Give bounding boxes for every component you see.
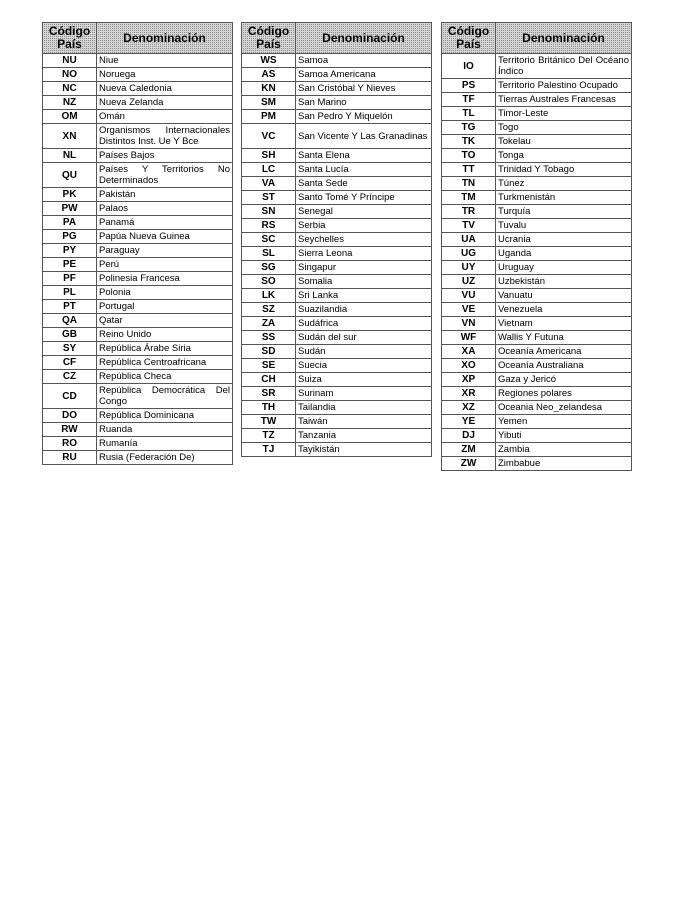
country-code: WF (442, 331, 496, 345)
country-name: Tanzania (296, 429, 432, 443)
country-code: SN (242, 205, 296, 219)
country-name: Vanuatu (496, 289, 632, 303)
country-name: Túnez (496, 177, 632, 191)
table-row (442, 93, 632, 107)
table-row (442, 429, 632, 443)
country-name: Oceania Neo_zelandesa (496, 401, 632, 415)
country-code: YE (442, 415, 496, 429)
country-code: RU (43, 451, 97, 465)
table-row (442, 163, 632, 177)
country-code: WS (242, 54, 296, 68)
country-name: Perú (97, 258, 233, 272)
country-code: VU (442, 289, 496, 303)
country-code: GB (43, 328, 97, 342)
country-code: NU (43, 54, 97, 68)
country-code: RO (43, 437, 97, 451)
table-row (43, 54, 233, 68)
country-name: Oceanía Americana (496, 345, 632, 359)
country-name: Togo (496, 121, 632, 135)
country-code: PK (43, 188, 97, 202)
country-code: NO (43, 68, 97, 82)
country-name: Tailandia (296, 401, 432, 415)
country-name: Suazilandia (296, 303, 432, 317)
country-table-1 (42, 22, 233, 465)
table-row (442, 415, 632, 429)
country-name: Zambia (496, 443, 632, 457)
country-name: Samoa Americana (296, 68, 432, 82)
table-row (242, 96, 432, 110)
country-name: Yibuti (496, 429, 632, 443)
table-row (43, 286, 233, 300)
country-code: SM (242, 96, 296, 110)
header-name: Denominación (97, 23, 233, 54)
table-row (442, 373, 632, 387)
country-code: SO (242, 275, 296, 289)
country-code: VN (442, 317, 496, 331)
country-code: TV (442, 219, 496, 233)
country-name: Timor-Leste (496, 107, 632, 121)
country-name: Panamá (97, 216, 233, 230)
table-row (242, 345, 432, 359)
country-name: Rumanía (97, 437, 233, 451)
country-code: PE (43, 258, 97, 272)
country-name: Uruguay (496, 261, 632, 275)
table-row (242, 289, 432, 303)
header-name: Denominación (296, 23, 432, 54)
country-name: Yemen (496, 415, 632, 429)
country-code: PL (43, 286, 97, 300)
country-name: Singapur (296, 261, 432, 275)
table-row (442, 303, 632, 317)
country-name: República Centroafricana (97, 356, 233, 370)
table-row (43, 328, 233, 342)
country-code: XN (43, 124, 97, 149)
country-code: CH (242, 373, 296, 387)
country-code: XR (442, 387, 496, 401)
country-code: PT (43, 300, 97, 314)
country-name: Organismos Internacionales Distintos Inst. Ue Y Bce (97, 124, 233, 149)
country-name: Territorio Palestino Ocupado (496, 79, 632, 93)
country-code: SY (43, 342, 97, 356)
country-name: Ucrania (496, 233, 632, 247)
country-name: República Dominicana (97, 409, 233, 423)
table-row (442, 387, 632, 401)
table-row (43, 82, 233, 96)
country-name: San Vicente Y Las Granadinas (296, 124, 432, 149)
table-row (442, 107, 632, 121)
country-code: TG (442, 121, 496, 135)
country-table-3 (441, 22, 632, 471)
table-row (442, 219, 632, 233)
table-row (242, 177, 432, 191)
country-name: Suecia (296, 359, 432, 373)
country-name: Sri Lanka (296, 289, 432, 303)
table-row (442, 205, 632, 219)
country-name: Tayikistán (296, 443, 432, 457)
country-name: Qatar (97, 314, 233, 328)
table-row (43, 356, 233, 370)
table-row (242, 359, 432, 373)
country-code: NC (43, 82, 97, 96)
country-name: Tierras Australes Francesas (496, 93, 632, 107)
table-row (43, 342, 233, 356)
country-name: Sudán del sur (296, 331, 432, 345)
country-name: Pakistán (97, 188, 233, 202)
country-name: Rusia (Federación De) (97, 451, 233, 465)
country-name: Santo Tomé Y Príncipe (296, 191, 432, 205)
table-row (242, 401, 432, 415)
country-name: Países Y Territorios No Determinados (97, 163, 233, 188)
table-row (43, 68, 233, 82)
country-code: RW (43, 423, 97, 437)
country-name: Turquía (496, 205, 632, 219)
table-row (242, 54, 432, 68)
country-name: Zimbabue (496, 457, 632, 471)
country-name: Nueva Caledonia (97, 82, 233, 96)
table-row (43, 124, 233, 149)
table-row (442, 457, 632, 471)
country-code: TJ (242, 443, 296, 457)
country-name: Uzbekistán (496, 275, 632, 289)
table-row (242, 163, 432, 177)
table-row (43, 258, 233, 272)
table-row (242, 429, 432, 443)
table-row (43, 409, 233, 423)
country-name: Niue (97, 54, 233, 68)
country-name: Surinam (296, 387, 432, 401)
country-name: Vietnam (496, 317, 632, 331)
country-code: TW (242, 415, 296, 429)
country-code: TL (442, 107, 496, 121)
country-table-2 (241, 22, 432, 457)
country-code: SG (242, 261, 296, 275)
country-code: VE (442, 303, 496, 317)
country-name: Sudán (296, 345, 432, 359)
header-row (242, 23, 432, 54)
table-row (242, 415, 432, 429)
country-code: UY (442, 261, 496, 275)
country-name: San Marino (296, 96, 432, 110)
table-row (43, 314, 233, 328)
header-row (442, 23, 632, 54)
country-name: Suiza (296, 373, 432, 387)
country-name: Samoa (296, 54, 432, 68)
table-row (442, 359, 632, 373)
country-code: LC (242, 163, 296, 177)
country-name: Uganda (496, 247, 632, 261)
country-name: Tokelau (496, 135, 632, 149)
table-row (242, 219, 432, 233)
country-code: AS (242, 68, 296, 82)
country-code: TZ (242, 429, 296, 443)
country-code: QU (43, 163, 97, 188)
country-code: ZM (442, 443, 496, 457)
country-name: Reino Unido (97, 328, 233, 342)
country-name: San Cristóbal Y Nieves (296, 82, 432, 96)
table-row (442, 401, 632, 415)
country-code: XA (442, 345, 496, 359)
country-code: XZ (442, 401, 496, 415)
country-name: Ruanda (97, 423, 233, 437)
table-row (43, 216, 233, 230)
table-row (442, 317, 632, 331)
country-code: OM (43, 110, 97, 124)
country-code: SC (242, 233, 296, 247)
country-name: Omán (97, 110, 233, 124)
country-code: CF (43, 356, 97, 370)
country-name: Polonia (97, 286, 233, 300)
country-name: Senegal (296, 205, 432, 219)
country-code: PG (43, 230, 97, 244)
country-code: PY (43, 244, 97, 258)
country-code: UG (442, 247, 496, 261)
table-row (242, 233, 432, 247)
country-name: Polinesia Francesa (97, 272, 233, 286)
table-row (242, 205, 432, 219)
country-code: CD (43, 384, 97, 409)
country-code: SD (242, 345, 296, 359)
country-code: SR (242, 387, 296, 401)
header-name: Denominación (496, 23, 632, 54)
country-code: VC (242, 124, 296, 149)
country-name: Países Bajos (97, 149, 233, 163)
country-code: SS (242, 331, 296, 345)
country-name: Sudáfrica (296, 317, 432, 331)
country-code: ST (242, 191, 296, 205)
country-name: Gaza y Jericó (496, 373, 632, 387)
table-row (43, 437, 233, 451)
table-row (242, 275, 432, 289)
table-row (43, 451, 233, 465)
country-name: Palaos (97, 202, 233, 216)
country-code: XP (442, 373, 496, 387)
country-code: DO (43, 409, 97, 423)
country-code: NZ (43, 96, 97, 110)
country-name: Sierra Leona (296, 247, 432, 261)
table-row (43, 244, 233, 258)
country-name: Taiwán (296, 415, 432, 429)
table-row (442, 149, 632, 163)
table-row (442, 54, 632, 79)
country-code: VA (242, 177, 296, 191)
country-code: UA (442, 233, 496, 247)
table-row (242, 303, 432, 317)
country-code: RS (242, 219, 296, 233)
country-code: PM (242, 110, 296, 124)
country-code: SH (242, 149, 296, 163)
country-code: TT (442, 163, 496, 177)
table-row (242, 331, 432, 345)
table-row (242, 261, 432, 275)
table-row (242, 387, 432, 401)
table-row (43, 423, 233, 437)
table-row (43, 202, 233, 216)
table-row (43, 149, 233, 163)
country-name: Oceanía Australiana (496, 359, 632, 373)
table-row (43, 300, 233, 314)
country-code: PS (442, 79, 496, 93)
country-name: Tonga (496, 149, 632, 163)
table-body (43, 54, 233, 465)
country-name: Santa Lucía (296, 163, 432, 177)
country-code: TO (442, 149, 496, 163)
country-code: KN (242, 82, 296, 96)
country-name: República Árabe Siria (97, 342, 233, 356)
table-row (442, 261, 632, 275)
country-name: Somalia (296, 275, 432, 289)
country-code: CZ (43, 370, 97, 384)
country-name: Tuvalu (496, 219, 632, 233)
table-row (442, 345, 632, 359)
country-code: SL (242, 247, 296, 261)
table-row (43, 230, 233, 244)
country-code: TM (442, 191, 496, 205)
country-code: PA (43, 216, 97, 230)
country-code: PW (43, 202, 97, 216)
table-row (242, 247, 432, 261)
table-row (442, 331, 632, 345)
table-row (442, 233, 632, 247)
country-name: Portugal (97, 300, 233, 314)
country-code: LK (242, 289, 296, 303)
country-name: Territorio Británico Del Océano Índico (496, 54, 632, 79)
table-row (43, 370, 233, 384)
country-name: Santa Elena (296, 149, 432, 163)
country-name: Trinidad Y Tobago (496, 163, 632, 177)
country-code: DJ (442, 429, 496, 443)
country-code: XO (442, 359, 496, 373)
country-code: IO (442, 54, 496, 79)
table-row (43, 163, 233, 188)
table-row (442, 443, 632, 457)
country-code: NL (43, 149, 97, 163)
table-row (242, 443, 432, 457)
country-name: Papúa Nueva Guinea (97, 230, 233, 244)
table-row (442, 121, 632, 135)
country-name: Santa Sede (296, 177, 432, 191)
country-name: República Democrática Del Congo (97, 384, 233, 409)
table-row (43, 384, 233, 409)
table-row (442, 275, 632, 289)
table-row (43, 272, 233, 286)
table-row (242, 317, 432, 331)
country-code: QA (43, 314, 97, 328)
country-name: Paraguay (97, 244, 233, 258)
country-code: SE (242, 359, 296, 373)
country-name: Turkmenistán (496, 191, 632, 205)
header-row (43, 23, 233, 54)
country-code: TN (442, 177, 496, 191)
country-code: ZW (442, 457, 496, 471)
country-code: TK (442, 135, 496, 149)
header-code: Código País (442, 23, 496, 54)
country-name: San Pedro Y Miquelón (296, 110, 432, 124)
table-row (242, 110, 432, 124)
country-name: República Checa (97, 370, 233, 384)
country-name: Serbia (296, 219, 432, 233)
country-code: SZ (242, 303, 296, 317)
table-row (242, 82, 432, 96)
header-code: Código País (242, 23, 296, 54)
table-row (43, 110, 233, 124)
table-row (442, 135, 632, 149)
country-name: Regiones polares (496, 387, 632, 401)
country-name: Noruega (97, 68, 233, 82)
table-row (442, 177, 632, 191)
table-row (442, 79, 632, 93)
table-body (242, 54, 432, 457)
table-row (242, 124, 432, 149)
country-code: TF (442, 93, 496, 107)
table-row (43, 188, 233, 202)
country-name: Seychelles (296, 233, 432, 247)
country-code: UZ (442, 275, 496, 289)
table-row (43, 96, 233, 110)
country-code: TH (242, 401, 296, 415)
country-code: ZA (242, 317, 296, 331)
country-code: TR (442, 205, 496, 219)
table-row (242, 373, 432, 387)
country-name: Venezuela (496, 303, 632, 317)
header-code: Código País (43, 23, 97, 54)
country-name: Nueva Zelanda (97, 96, 233, 110)
country-code: PF (43, 272, 97, 286)
table-body (442, 54, 632, 471)
table-row (242, 68, 432, 82)
table-row (442, 247, 632, 261)
table-row (442, 191, 632, 205)
table-row (242, 191, 432, 205)
country-name: Wallis Y Futuna (496, 331, 632, 345)
table-row (242, 149, 432, 163)
table-row (442, 289, 632, 303)
